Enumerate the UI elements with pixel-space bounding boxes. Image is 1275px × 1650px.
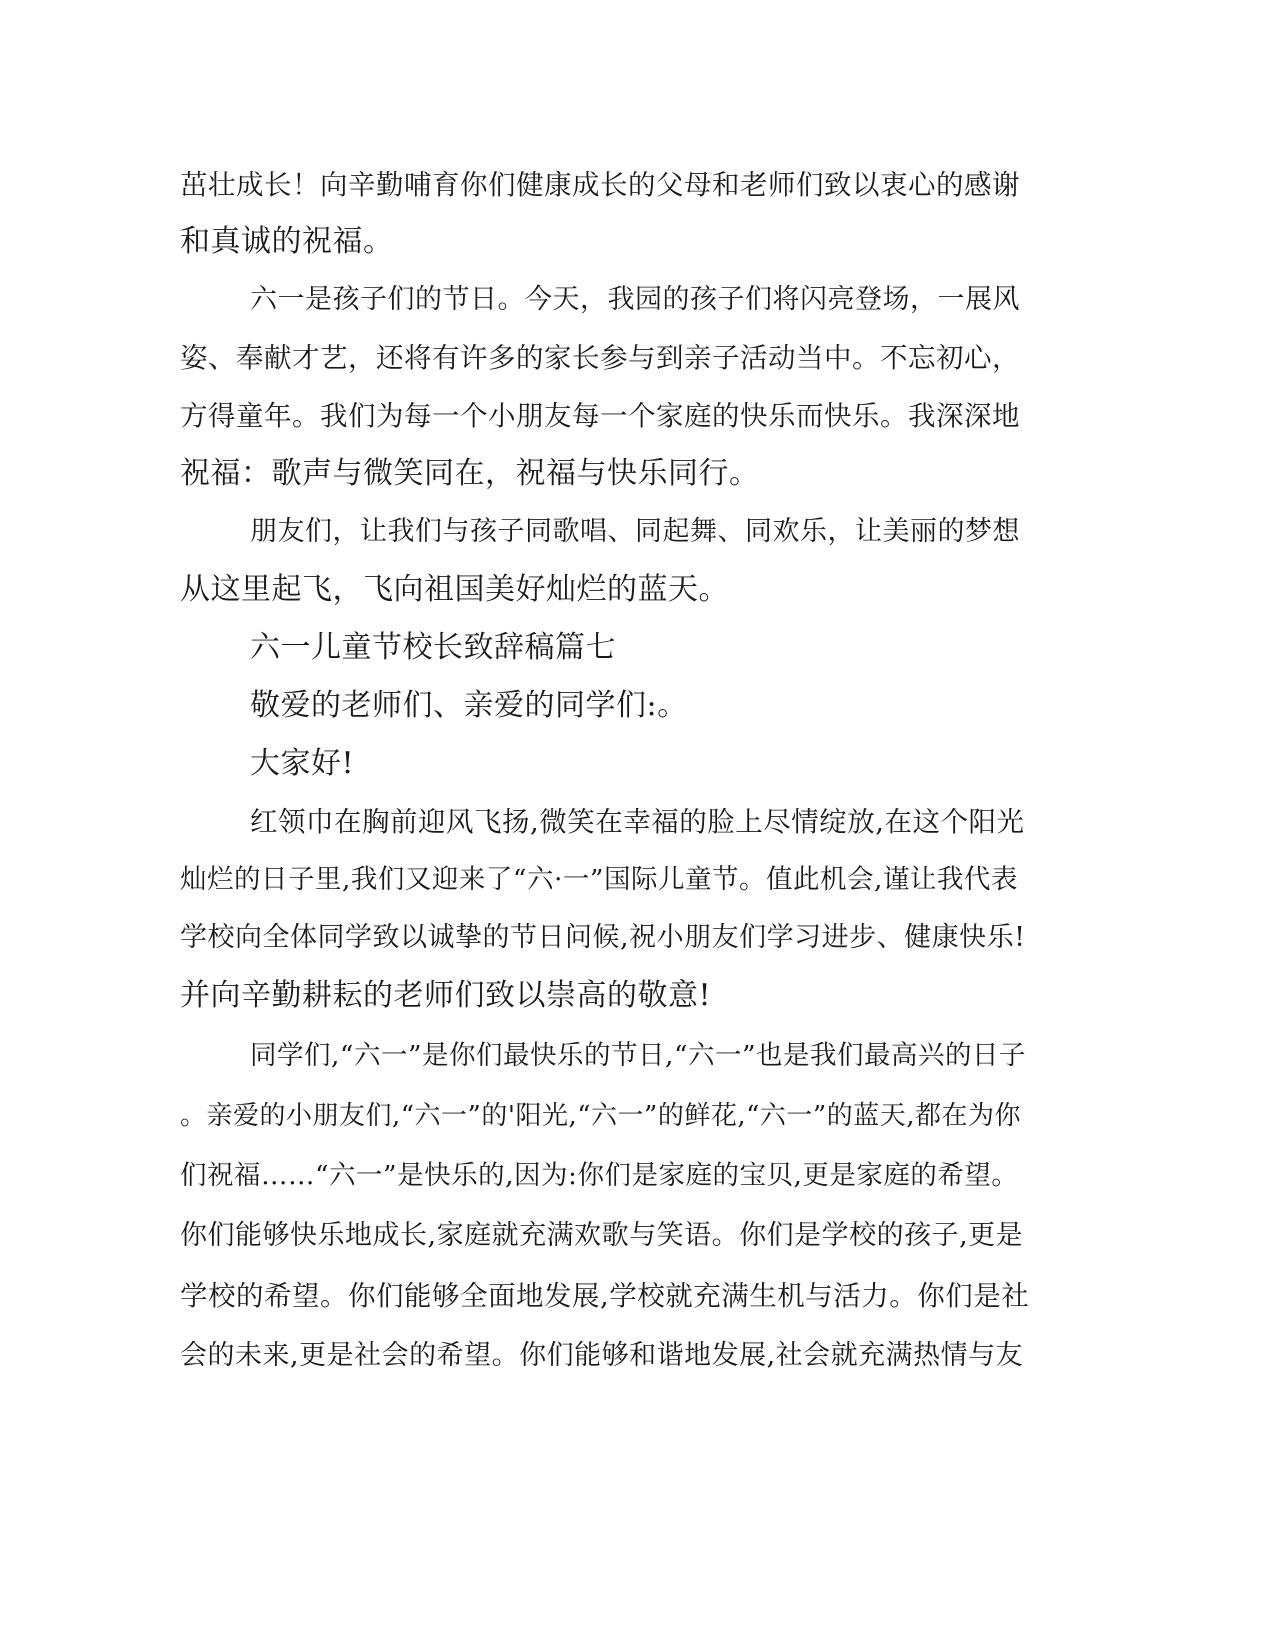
text-line: 学校的希望。你们能够全面地发展,学校就充满生机与活力。你们是社 xyxy=(180,1280,1030,1312)
text-line: 学校向全体同学致以诚挚的节日问候,祝小朋友们学习进步、健康快乐! xyxy=(180,922,1026,953)
greeting: 大家好! xyxy=(250,746,355,781)
paragraph-first-line: 六一是孩子们的节日。今天，我园的孩子们将闪亮登场，一展风 xyxy=(250,284,1020,315)
text-line: 和真诚的祝福。 xyxy=(180,224,394,259)
text-line: 你们能够快乐地成长,家庭就充满欢歌与笑语。你们是学校的孩子,更是 xyxy=(180,1220,1024,1251)
text-line: 姿、奉献才艺，还将有许多的家长参与到亲子活动当中。不忘初心， xyxy=(180,342,1020,374)
text-line: 茁壮成长！向辛勤哺育你们健康成长的父母和老师们致以衷心的感谢 xyxy=(180,169,1020,201)
text-line: 们祝福……“六一”是快乐的,因为:你们是家庭的宝贝,更是家庭的希望。 xyxy=(180,1160,1019,1191)
text-line: 。亲爱的小朋友们,“六一”的'阳光,“六一”的鲜花,“六一”的蓝天,都在为你 xyxy=(180,1101,1021,1131)
text-line: 方得童年。我们为每一个小朋友每一个家庭的快乐而快乐。我深深地 xyxy=(180,400,1020,432)
text-line: 并向辛勤耕耘的老师们致以崇高的敬意! xyxy=(180,978,712,1013)
paragraph-first-line: 红领巾在胸前迎风飞扬,微笑在幸福的脸上尽情绽放,在这个阳光 xyxy=(250,806,1025,838)
text-line: 灿烂的日子里,我们又迎来了“六·一”国际儿童节。值此机会,谨让我代表 xyxy=(180,864,1018,895)
section-heading: 六一儿童节校长致辞稿篇七 xyxy=(250,630,616,665)
salutation: 敬爱的老师们、亲爱的同学们:。 xyxy=(250,688,688,723)
paragraph-first-line: 同学们,“六一”是你们最快乐的节日,“六一”也是我们最高兴的日子 xyxy=(250,1040,1027,1071)
text-line: 从这里起飞，飞向祖国美好灿烂的蓝天。 xyxy=(180,572,729,607)
paragraph-first-line: 朋友们，让我们与孩子同歌唱、同起舞、同欢乐，让美丽的梦想 xyxy=(250,516,1020,547)
text-line: 会的未来,更是社会的希望。你们能够和谐地发展,社会就充满热情与友 xyxy=(180,1340,1024,1371)
text-line: 祝福：歌声与微笑同在，祝福与快乐同行。 xyxy=(180,456,760,491)
